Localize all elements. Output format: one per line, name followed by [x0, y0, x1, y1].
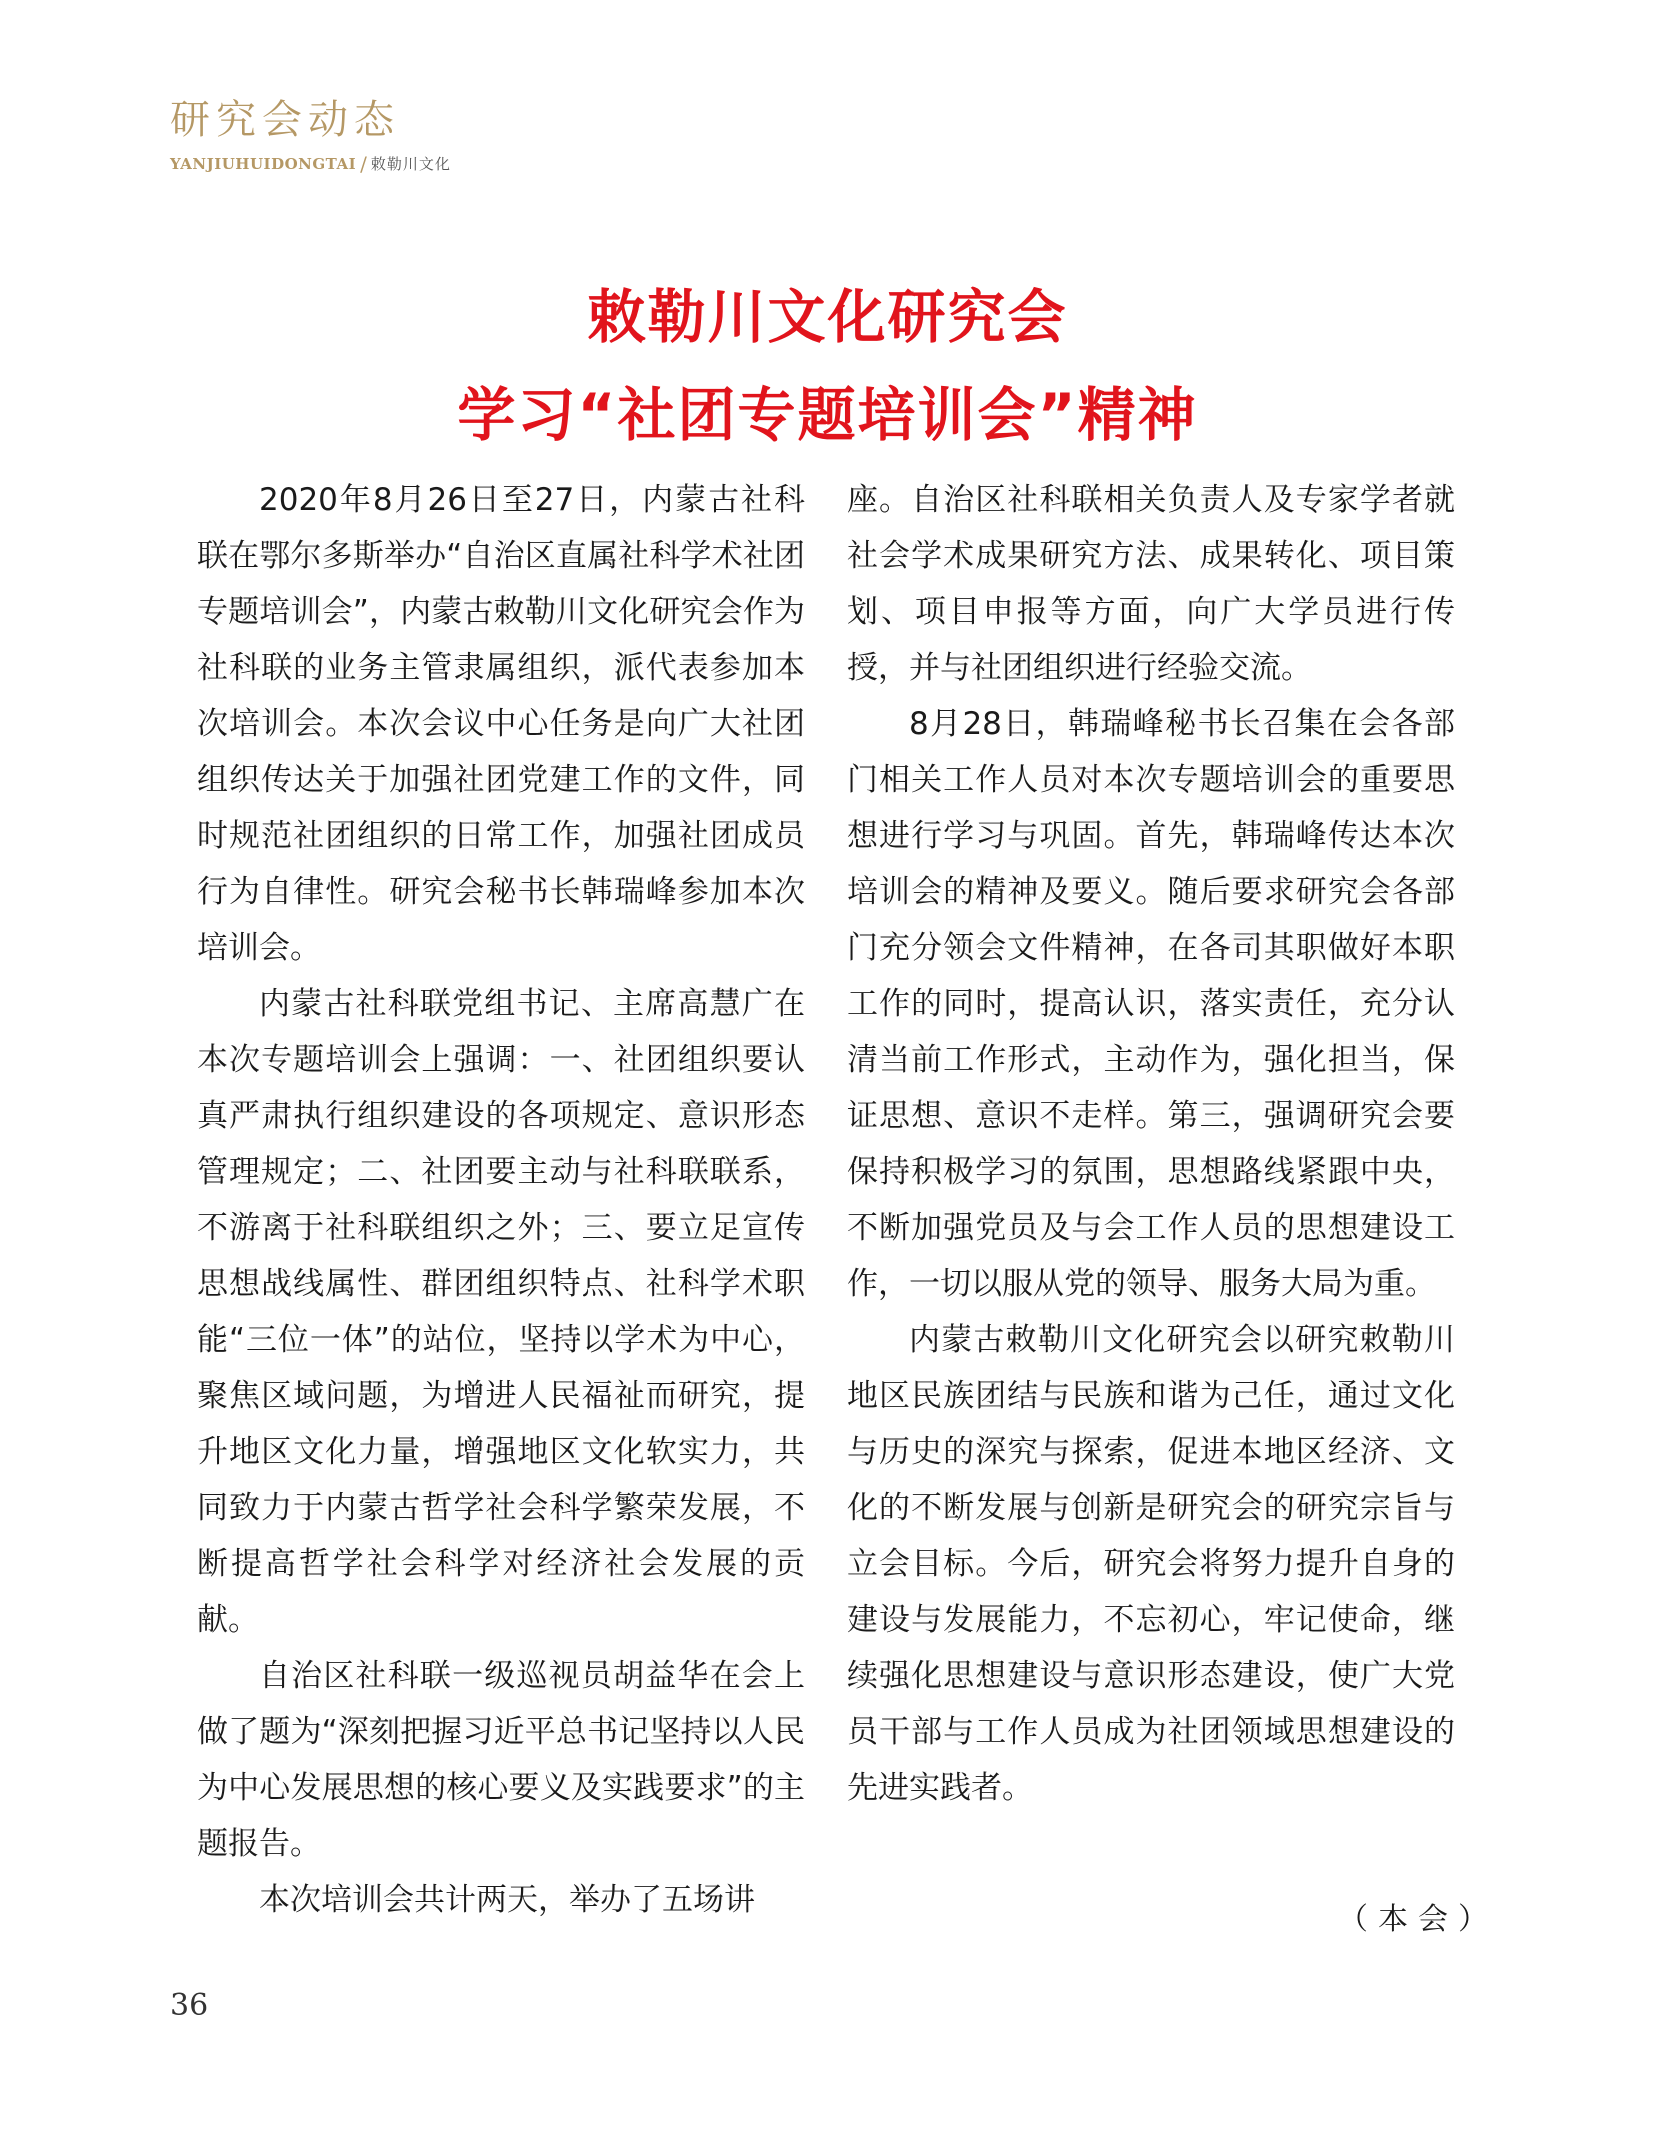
section-separator: /	[360, 152, 367, 176]
paragraph: 8月28日，韩瑞峰秘书长召集在会各部门相关工作人员对本次专题培训会的重要思想进行学习与巩固。首先，韩瑞峰传达本次培训会的精神及要义。随后要求研究会各部门充分领会文件精神，在各司其职做好本职工作的同时，提高认识，落实责任，充分认清当前工作形式，主动作为，强化担当，保证思想、意识不走样。第三，强调研究会要保持积极学习的氛围，思想路线紧跟中央，不断加强党员及与会工作人员的思想建设工作，一切以服从党的领导、服务大局为重。	[847, 706, 1455, 1302]
article-column-left	[197, 472, 805, 1928]
section-subtitle-pinyin: YANJIUHUIDONGTAI	[170, 155, 357, 173]
paragraph: 本次培训会共计两天，举办了五场讲	[259, 1882, 755, 1918]
section-subtitle	[170, 154, 451, 174]
paragraph: 自治区社科联一级巡视员胡益华在会上做了题为“深刻把握习近平总书记坚持以人民为中心发展思想的核心要义及实践要求”的主题报告。	[197, 1658, 805, 1862]
paragraph: 内蒙古社科联党组书记、主席高慧广在本次专题培训会上强调：一、社团组织要认真严肃执行组织建设的各项规定、意识形态管理规定；二、社团要主动与社科联联系，不游离于社科联组织之外；三、要立足宣传思想战线属性、群团组织特点、社科学术职能“三位一体”的站位，坚持以学术为中心，聚焦区域问题，为增进人民福祉而研究，提升地区文化力量，增强地区文化软实力，共同致力于内蒙古哲学社会科学繁荣发展，不断提高哲学社会科学对经济社会发展的贡献。	[197, 986, 805, 1638]
journal-name: 敕勒川文化	[370, 155, 451, 173]
paragraph: 内蒙古敕勒川文化研究会以研究敕勒川地区民族团结与民族和谐为己任，通过文化与历史的深究与探索，促进本地区经济、文化的不断发展与创新是研究会的研究宗旨与立会目标。今后，研究会将努力提升自身的建设与发展能力，不忘初心，牢记使命，继续强化思想建设与意识形态建设，使广大党员干部与工作人员成为社团领域思想建设的先进实践者。	[847, 1322, 1455, 1806]
paragraph-continued: 座。自治区社科联相关负责人及专家学者就社会学术成果研究方法、成果转化、项目策划、项目申报等方面，向广大学员进行传授，并与社团组织进行经验交流。	[847, 482, 1455, 686]
article-title-line-2: 学习“社团专题培训会”精神	[457, 381, 1198, 449]
page-number: 36	[170, 1988, 209, 2023]
section-header	[170, 97, 451, 176]
article-column-right	[847, 472, 1455, 1816]
section-title: 研究会动态	[170, 97, 400, 143]
paragraph: 2020年8月26日至27日，内蒙古社科联在鄂尔多斯举办“自治区直属社科学术社团专题培训会”，内蒙古敕勒川文化研究会作为社科联的业务主管隶属组织，派代表参加本次培训会。本次会议中心任务是向广大社团组织传达关于加强社团党建工作的文件，同时规范社团组织的日常工作，加强社团成员行为自律性。研究会秘书长韩瑞峰参加本次培训会。	[197, 482, 805, 966]
article-signature: （本会）	[1338, 1902, 1498, 1937]
article-title-line-1: 敕勒川文化研究会	[587, 283, 1068, 351]
